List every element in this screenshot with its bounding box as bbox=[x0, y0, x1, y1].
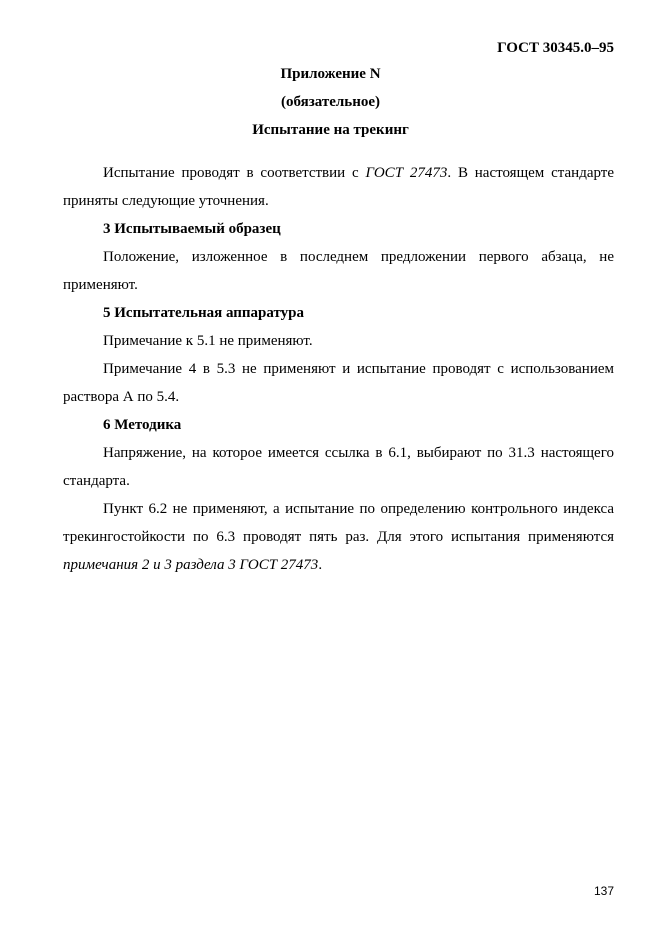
section-6-text-before-ref: Пункт 6.2 не применяют, а испытание по определению контрольного индекса трекингостойкости по 6.3 проводят пять раз. Для этого испытания применяются bbox=[63, 501, 614, 545]
section-6-standard-reference: примечания 2 и 3 раздела 3 ГОСТ 27473 bbox=[63, 557, 319, 573]
section-5-note-1: Примечание к 5.1 не применяют. bbox=[103, 333, 313, 349]
intro-text-after-ref: . В настоящем стандарте приняты следующие уточнения. bbox=[63, 165, 614, 209]
section-3-heading: 3 Испытываемый образец bbox=[103, 221, 281, 237]
annex-subject: Испытание на трекинг bbox=[252, 122, 409, 138]
page-number: 137 bbox=[593, 884, 614, 898]
annex-title: Приложение N bbox=[280, 66, 381, 82]
annex-body bbox=[63, 159, 614, 579]
section-3-text: Положение, изложенное в последнем предложении первого абзаца, не применяют. bbox=[63, 249, 614, 293]
section-6-paragraph-1: Напряжение, на которое имеется ссылка в 6.1, выбирают по 31.3 настоящего стандарта. bbox=[63, 445, 614, 489]
section-5-note-2: Примечание 4 в 5.3 не применяют и испытание проводят с использованием раствора А по 5.4. bbox=[63, 361, 614, 405]
intro-paragraph bbox=[63, 159, 614, 215]
section-6-heading: 6 Методика bbox=[103, 417, 182, 433]
section-6-text-after-ref: . bbox=[318, 557, 323, 573]
intro-standard-reference: ГОСТ 27473 bbox=[365, 165, 448, 181]
annex-status: (обязательное) bbox=[280, 94, 381, 110]
document-code: ГОСТ 30345.0–95 bbox=[497, 40, 614, 56]
intro-text-before-ref: Испытание проводят в соответствии с bbox=[103, 165, 366, 181]
section-6-paragraph-2 bbox=[63, 495, 614, 579]
section-5-heading: 5 Испытательная аппаратура bbox=[103, 305, 305, 321]
